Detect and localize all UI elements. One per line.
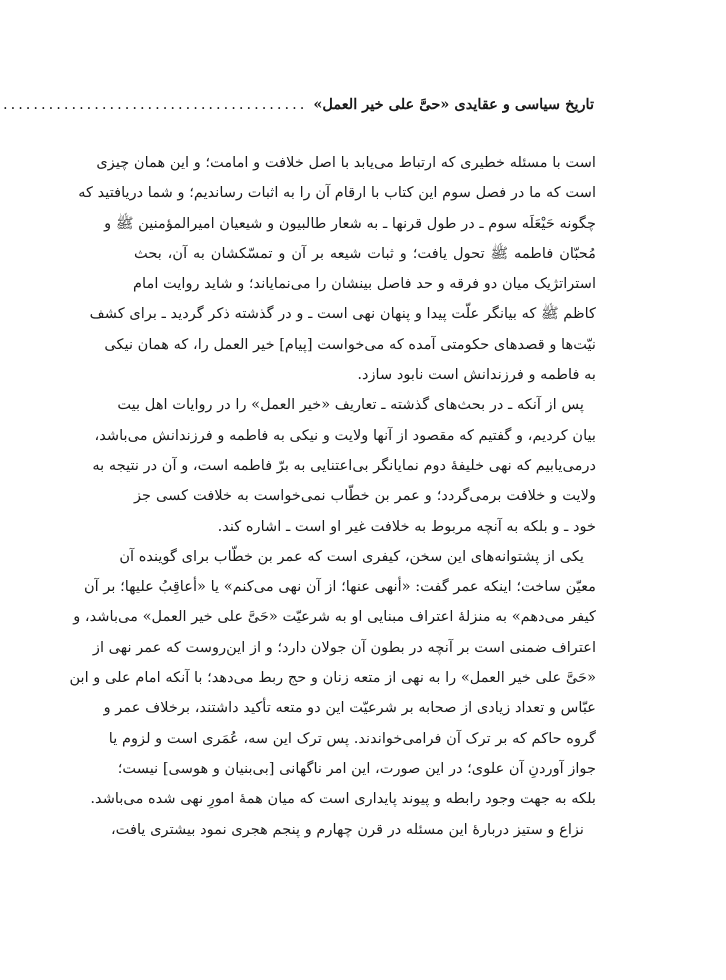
text-line: چگونه حَیْعَلَه سوم ـ در طول قرنها ـ به شعار طالبیون و شیعیان امیرالمؤمنین ﷺ و: [104, 214, 596, 232]
text-line: ولایت و خلافت برمی‌گردد؛ و عمر بن خطّاب نمی‌خواست به خلافت کسی جز: [134, 487, 596, 505]
body-text: [69, 148, 596, 845]
text-line: جواز آوردنِ آن علوی؛ در این صورت، این امر ناگهانی [بی‌بنیان و هوسی] نیست؛: [117, 759, 596, 777]
text-line: «حَیَّ علی خیر العمل» را به نهی از متعه زنان و حج ربط می‌دهد؛ با آنکه امام علی و ابن: [69, 669, 596, 687]
dot-leader: ........................................: [2, 97, 308, 113]
text-line: نزاع و ستیز دربارهٔ این مسئله در قرن چهارم و پنجم هجری نمود بیشتری یافت،: [110, 820, 584, 838]
text-line: مُحبّان فاطمه ﷺ تحول یافت؛ و ثبات شیعه بر آن و تمسّکشان به آن، بحث: [134, 244, 596, 262]
text-line: نیّت‌ها و قصدهای حکومتی آمده که می‌خواست [پیام] خیر العمل را، که همان نیکی: [104, 335, 596, 353]
text-line: گروه حاکم که بر ترک آن فرامی‌خواندند. پس ترک این سه، عُمَری است و لزوم یا: [108, 729, 596, 747]
text-line: معیّن ساخت؛ اینکه عمر گفت: «أنهی عنها؛ از آن نهی می‌کنم» یا «أعاقِبُ علیها؛ بر آن: [83, 578, 596, 596]
text-line: اعتراف ضمنی است بر آنچه در بطون آن جولان دارد؛ و از این‌روست که عمر نهی از: [92, 638, 596, 656]
text-line: کیفر می‌دهم» به منزلهٔ اعتراف مبنایی او به شرعیّت «حَیَّ علی خیر العمل» می‌باشد، و: [73, 608, 596, 626]
text-line: پس از آنکه ـ در بحث‌های گذشته ـ تعاریف «خیر العمل» را در روایات اهل بیت: [117, 396, 584, 414]
text-line: خود ـ و بلکه به آنچه مربوط به خلافت غیر او است ـ اشاره کند.: [217, 517, 596, 535]
text-line: درمی‌یابیم که نهی خلیفهٔ دوم نمایانگر بی‌اعتنایی به برّ فاطمه است، و آن در نتیجه به: [92, 456, 596, 474]
text-line: است که ما در فصل سوم این کتاب با ارقام آن را به اثبات رساندیم؛ و شما دریافتید که: [78, 184, 596, 202]
running-head: [2, 96, 594, 120]
text-line: است با مسئله خطیری که ارتباط می‌یابد با اصل خلافت و امامت؛ و این همان چیزی: [96, 154, 596, 171]
text-line: یکی از پشتوانه‌های این سخن، کیفری است که عمر بن خطّاب برای گوینده آن: [119, 547, 584, 565]
running-head-title: تاریخ سیاسی و عقایدی «حیَّ علی خیر العمل»: [313, 96, 594, 113]
text-line: عبّاس و تعداد زیادی از صحابه بر شرعیّت این دو متعه تأکید داشتند، برخلاف عمر و: [103, 699, 596, 717]
text-line: استراتژیک میان دو فرقه و حد فاصل بینشان را می‌نمایاند؛ و شاید روایت امام: [133, 275, 596, 293]
text-line: کاظم ﷺ که بیانگر علّت پیدا و پنهان نهی است ـ و در گذشته ذکر گردید ـ برای کشف: [89, 305, 596, 323]
text-line: بلکه به جهت وجود رابطه و پیوند پایداری است که میان همهٔ امورِ نهی شده می‌باشد.: [90, 790, 596, 808]
text-line: به فاطمه و فرزندانش است نابود سازد.: [357, 366, 596, 384]
text-line: بیان کردیم، و گفتیم که مقصود از آنها ولایت و نیکی به فاطمه و فرزندانش می‌باشد،: [94, 426, 596, 444]
